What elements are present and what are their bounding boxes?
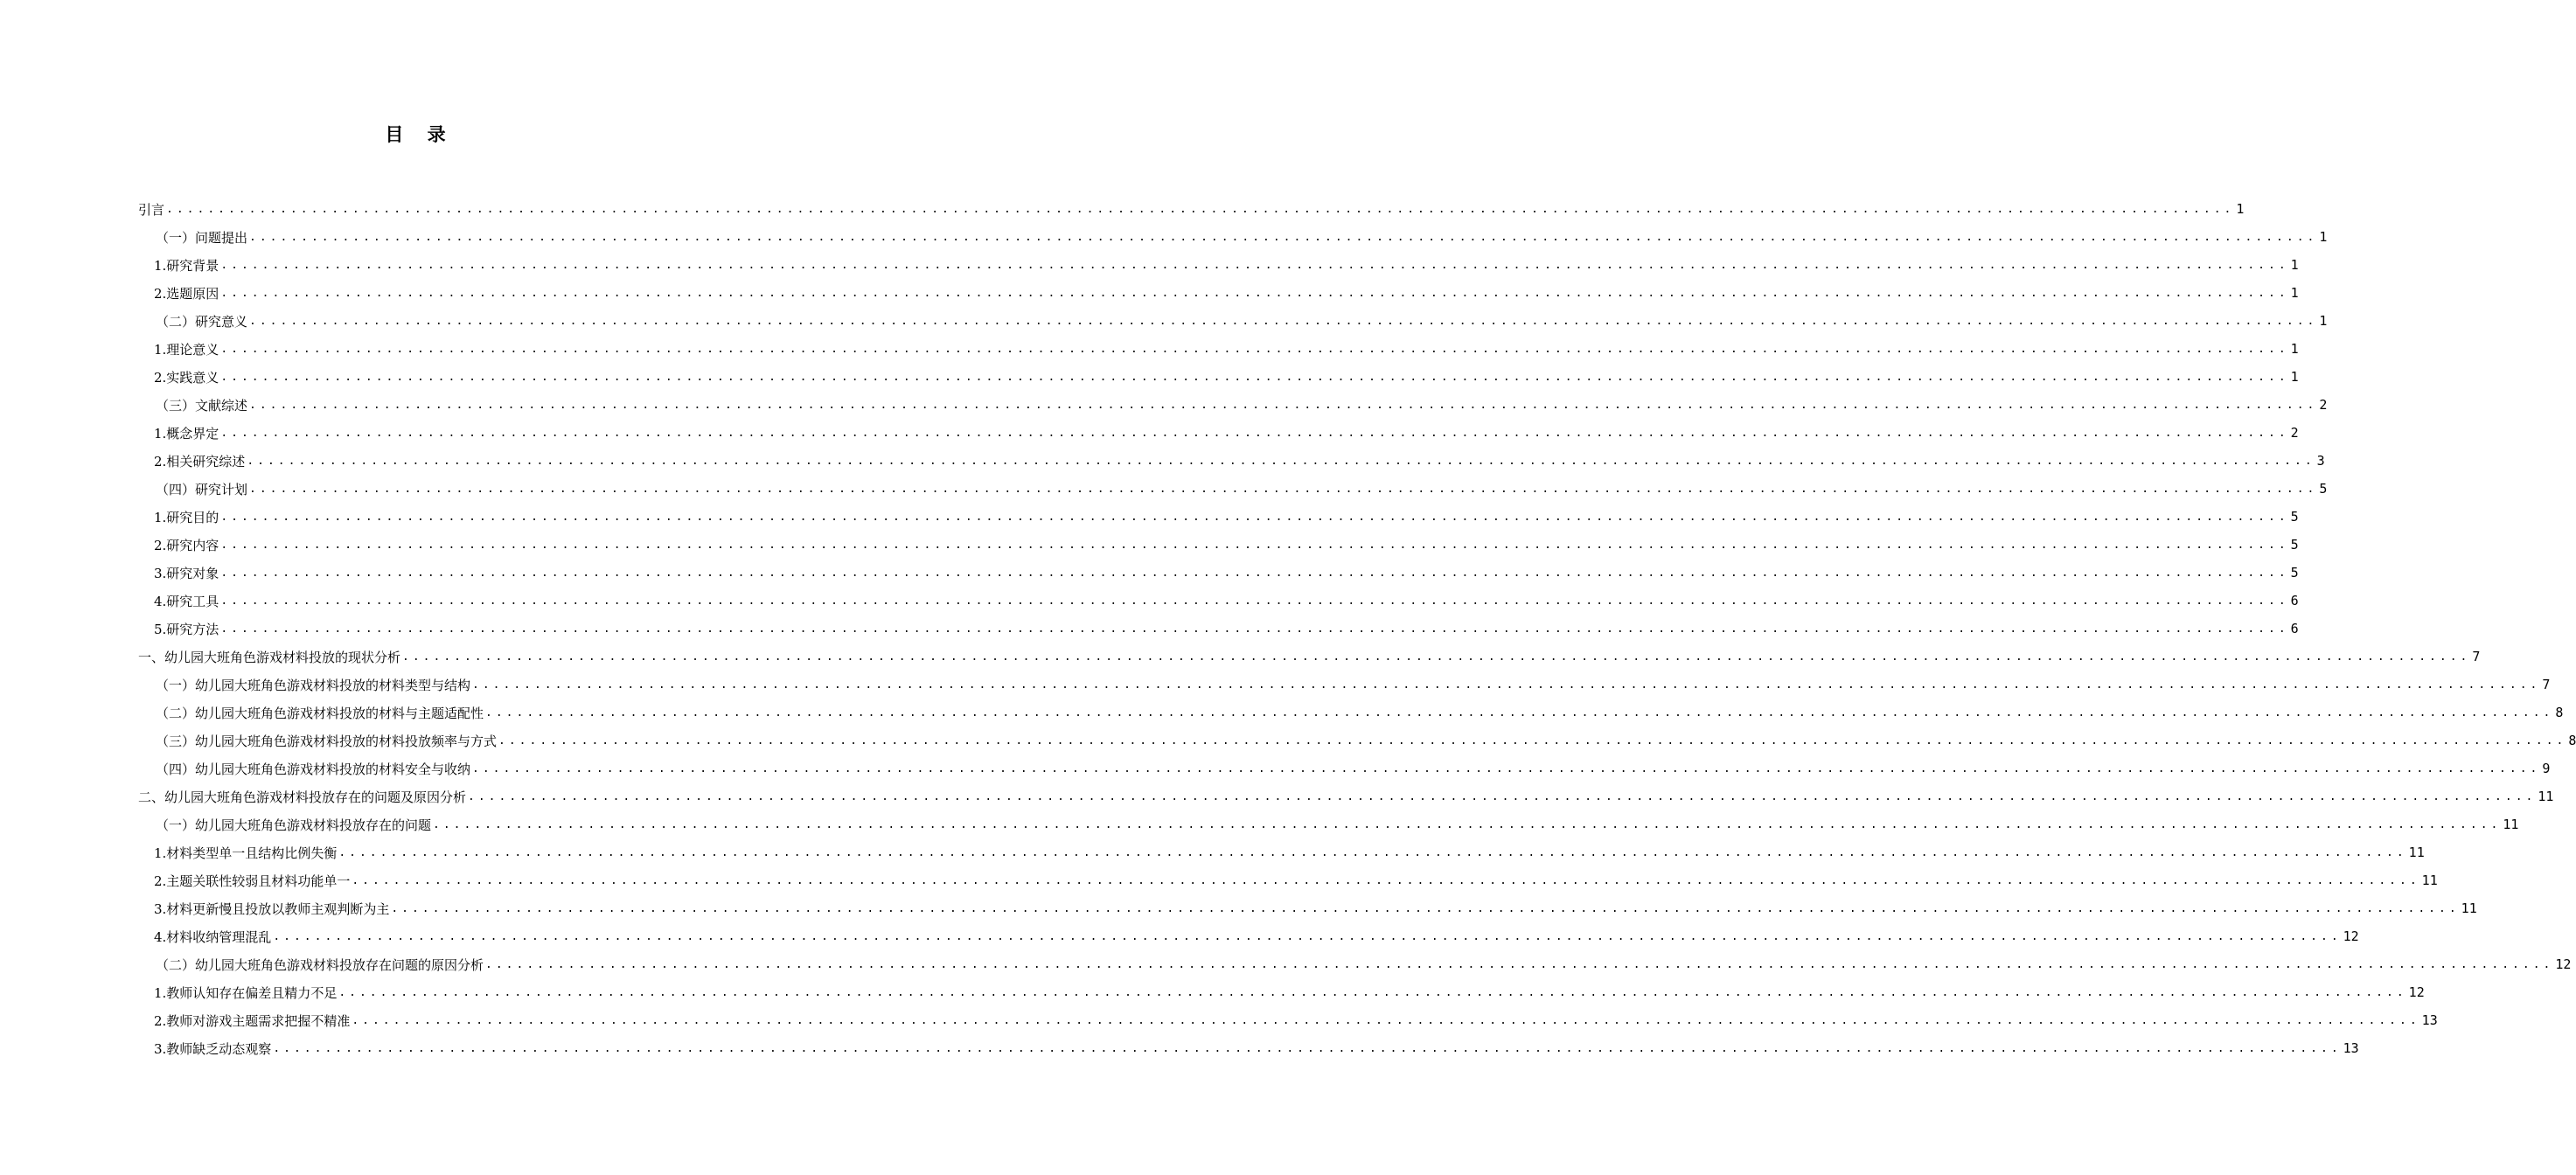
toc-entry-title: 3.研究对象	[154, 565, 219, 581]
toc-entry-title: （二）幼儿园大班角色游戏材料投放的材料与主题适配性	[156, 705, 484, 721]
toc-dot-leader: ........................................................................................................................................................................................................	[220, 594, 2289, 608]
toc-page-number: 11	[2538, 789, 2554, 804]
toc-page-number: 8	[2555, 705, 2564, 720]
toc-dot-leader: ........................................................................................................................................................................................................	[472, 678, 2541, 692]
toc-dot-leader: ........................................................................................................................................................................................................	[220, 342, 2289, 356]
toc-entry-title: 2.主题关联性较弱且材料功能单一	[154, 873, 351, 889]
toc-entry[interactable]	[138, 978, 2425, 1006]
toc-entry-title: 2.教师对游戏主题需求把握不精准	[154, 1012, 351, 1029]
toc-page-number: 12	[2555, 956, 2572, 972]
toc-dot-leader: ........................................................................................................................................................................................................	[220, 510, 2289, 524]
toc-entry-title: 引言	[138, 201, 165, 218]
toc-dot-leader: ........................................................................................................................................................................................................	[391, 901, 2460, 915]
toc-entry-title: 4.材料收纳管理混乱	[154, 928, 272, 945]
toc-dot-leader: ........................................................................................................................................................................................................	[220, 286, 2289, 300]
toc-entry-title: 1.教师认知存在偏差且精力不足	[154, 984, 338, 1001]
toc-page-number: 1	[2319, 313, 2328, 329]
toc-dot-leader: ........................................................................................................................................................................................................	[220, 258, 2289, 272]
toc-page-number: 5	[2290, 509, 2299, 525]
toc-dot-leader: ........................................................................................................................................................................................................	[249, 314, 2318, 328]
toc-page-number: 1	[2236, 201, 2245, 217]
toc-entry-title: 4.研究工具	[154, 593, 219, 609]
toc-page-number: 2	[2319, 397, 2328, 413]
toc-entry[interactable]	[138, 587, 2299, 615]
toc-entry[interactable]	[138, 866, 2438, 894]
toc-page-number: 1	[2290, 341, 2299, 357]
toc-dot-leader: ........................................................................................................................................................................................................	[468, 789, 2537, 803]
toc-entry[interactable]	[138, 643, 2481, 671]
toc-entry[interactable]	[138, 419, 2299, 447]
table-of-contents	[138, 195, 2576, 1062]
toc-entry-title: （一）幼儿园大班角色游戏材料投放存在的问题	[156, 817, 432, 833]
toc-page-number: 6	[2290, 593, 2299, 608]
toc-entry-title: （二）研究意义	[156, 313, 248, 330]
toc-dot-leader: ........................................................................................................................................................................................................	[220, 538, 2289, 552]
toc-dot-leader: ........................................................................................................................................................................................................	[247, 454, 2315, 468]
toc-dot-leader: ........................................................................................................................................................................................................	[433, 817, 2502, 831]
toc-entry-title: 1.概念界定	[154, 425, 219, 441]
toc-entry[interactable]	[138, 195, 2245, 223]
toc-dot-leader: ........................................................................................................................................................................................................	[273, 1041, 2342, 1055]
page-title: 目 录	[385, 124, 455, 145]
toc-entry[interactable]	[138, 447, 2325, 475]
toc-dot-leader: ........................................................................................................................................................................................................	[249, 230, 2318, 244]
toc-entry-title: （一）问题提出	[156, 229, 248, 246]
toc-page-number: 1	[2290, 285, 2299, 301]
toc-page-number: 7	[2472, 649, 2481, 664]
toc-dot-leader: ........................................................................................................................................................................................................	[249, 482, 2318, 496]
toc-page-number: 13	[2343, 1040, 2359, 1056]
toc-entry[interactable]	[138, 363, 2299, 391]
toc-dot-leader: ........................................................................................................................................................................................................	[352, 873, 2420, 887]
toc-dot-leader: ........................................................................................................................................................................................................	[498, 734, 2567, 747]
toc-page-number: 11	[2408, 845, 2425, 860]
toc-entry[interactable]	[138, 922, 2359, 950]
toc-entry[interactable]	[138, 559, 2299, 587]
toc-page-number: 6	[2290, 621, 2299, 636]
toc-page-number: 11	[2503, 817, 2519, 832]
toc-entry[interactable]	[138, 782, 2554, 810]
toc-entry[interactable]	[138, 307, 2328, 335]
toc-dot-leader: ........................................................................................................................................................................................................	[273, 929, 2342, 943]
toc-entry-title: （二）幼儿园大班角色游戏材料投放存在问题的原因分析	[156, 956, 484, 973]
toc-page-number: 5	[2319, 481, 2328, 497]
toc-entry[interactable]	[138, 279, 2299, 307]
toc-entry[interactable]	[138, 335, 2299, 363]
toc-dot-leader: ........................................................................................................................................................................................................	[220, 566, 2289, 580]
toc-dot-leader: ........................................................................................................................................................................................................	[485, 957, 2554, 971]
toc-page-number: 8	[2568, 733, 2576, 748]
toc-page-number: 2	[2290, 425, 2299, 441]
toc-page-number: 5	[2290, 565, 2299, 581]
toc-entry-title: 3.材料更新慢且投放以教师主观判断为主	[154, 900, 390, 917]
toc-entry[interactable]	[138, 810, 2519, 838]
toc-entry-title: 2.实践意义	[154, 369, 219, 386]
toc-dot-leader: ........................................................................................................................................................................................................	[402, 650, 2471, 664]
toc-entry[interactable]	[138, 838, 2425, 866]
toc-dot-leader: ........................................................................................................................................................................................................	[352, 1013, 2420, 1027]
toc-entry-title: 1.理论意义	[154, 341, 219, 358]
toc-page-number: 1	[2319, 229, 2328, 245]
toc-dot-leader: ........................................................................................................................................................................................................	[220, 426, 2289, 440]
toc-page-number: 7	[2542, 677, 2551, 692]
toc-entry[interactable]	[138, 1034, 2359, 1062]
toc-entry-title: 1.研究背景	[154, 257, 219, 274]
toc-entry[interactable]	[138, 531, 2299, 559]
toc-entry[interactable]	[138, 1006, 2438, 1034]
toc-dot-leader: ........................................................................................................................................................................................................	[166, 202, 2235, 216]
toc-entry-title: 2.选题原因	[154, 285, 219, 302]
toc-entry-title: （三）文献综述	[156, 397, 248, 414]
toc-dot-leader: ........................................................................................................................................................................................................	[249, 398, 2318, 412]
toc-entry-title: （四）幼儿园大班角色游戏材料投放的材料安全与收纳	[156, 761, 471, 777]
toc-entry[interactable]	[138, 754, 2551, 782]
toc-page-number: 12	[2343, 928, 2359, 944]
toc-entry-title: （三）幼儿园大班角色游戏材料投放的材料投放频率与方式	[156, 733, 498, 749]
toc-dot-leader: ........................................................................................................................................................................................................	[338, 845, 2407, 859]
toc-entry[interactable]	[138, 391, 2328, 419]
toc-entry-title: 一、幼儿园大班角色游戏材料投放的现状分析	[138, 649, 401, 665]
toc-page-number: 9	[2542, 761, 2551, 776]
toc-entry[interactable]	[138, 950, 2572, 978]
toc-entry[interactable]	[138, 671, 2551, 699]
toc-entry[interactable]	[138, 503, 2299, 531]
toc-entry[interactable]	[138, 475, 2328, 503]
toc-entry-title: 5.研究方法	[154, 621, 219, 637]
toc-entry-title: 2.相关研究综述	[154, 453, 246, 469]
toc-page-number: 5	[2290, 537, 2299, 553]
toc-page-number: 11	[2461, 900, 2477, 916]
toc-entry-title: 1.研究目的	[154, 509, 219, 525]
toc-page-number: 11	[2421, 873, 2438, 888]
toc-entry[interactable]	[138, 251, 2299, 279]
toc-entry[interactable]	[138, 223, 2328, 251]
toc-dot-leader: ........................................................................................................................................................................................................	[472, 761, 2541, 775]
toc-entry-title: 1.材料类型单一且结构比例失衡	[154, 845, 338, 861]
toc-dot-leader: ........................................................................................................................................................................................................	[338, 985, 2407, 999]
toc-page-number: 12	[2408, 984, 2425, 1000]
toc-page-number: 1	[2290, 369, 2299, 385]
toc-page-number: 1	[2290, 257, 2299, 273]
toc-page-number: 13	[2421, 1012, 2438, 1028]
toc-dot-leader: ........................................................................................................................................................................................................	[220, 370, 2289, 384]
toc-dot-leader: ........................................................................................................................................................................................................	[485, 706, 2554, 720]
toc-entry-title: 二、幼儿园大班角色游戏材料投放存在的问题及原因分析	[138, 789, 467, 805]
toc-entry-title: 3.教师缺乏动态观察	[154, 1040, 272, 1057]
toc-entry-title: （四）研究计划	[156, 481, 248, 497]
toc-entry[interactable]	[138, 699, 2564, 727]
toc-entry[interactable]	[138, 727, 2576, 754]
toc-entry[interactable]	[138, 894, 2477, 922]
toc-page-number: 3	[2316, 453, 2325, 469]
toc-dot-leader: ........................................................................................................................................................................................................	[220, 622, 2289, 636]
toc-entry[interactable]	[138, 615, 2299, 643]
toc-entry-title: （一）幼儿园大班角色游戏材料投放的材料类型与结构	[156, 677, 471, 693]
toc-entry-title: 2.研究内容	[154, 537, 219, 553]
